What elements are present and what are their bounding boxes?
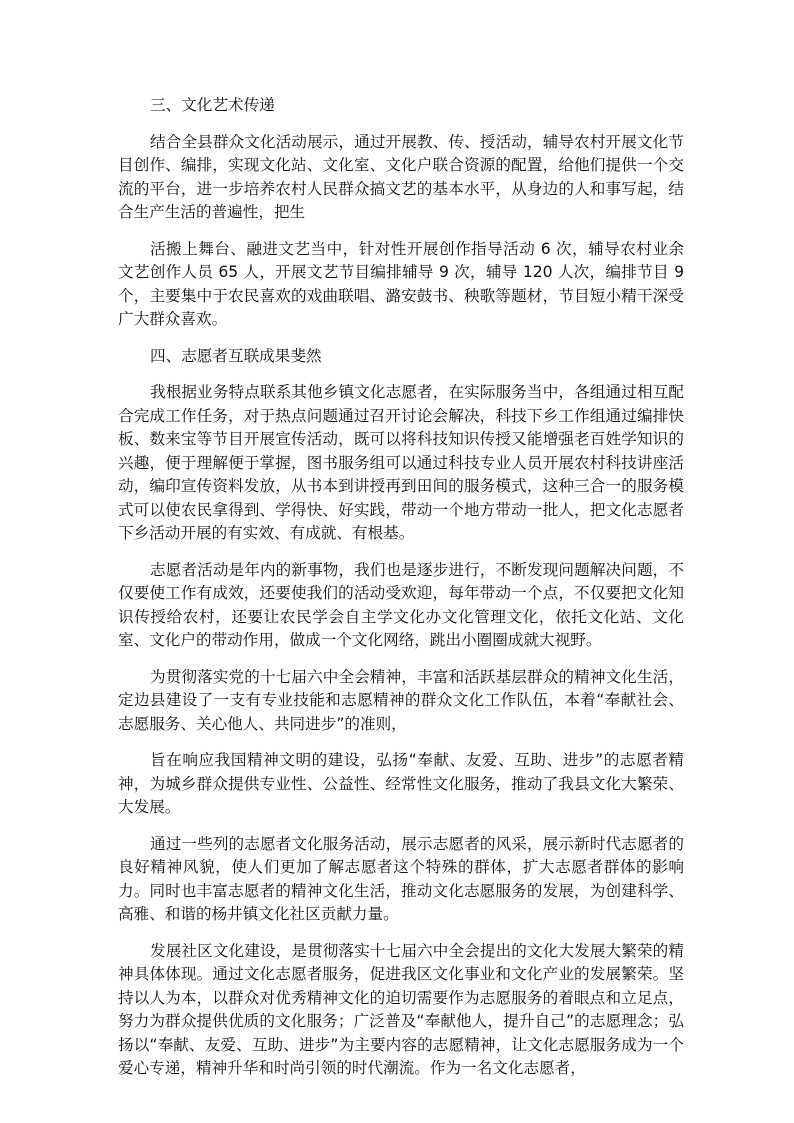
document-page xyxy=(118,94,684,1094)
paragraph: 为贯彻落实党的十七届六中全会精神，丰富和活跃基层群众的精神文化生活，定边县建设了一支有专业技能和志愿精神的群众文化工作队伍，本着“奉献社会、志愿服务、关心他人、共同进步”的准则， xyxy=(118,667,684,733)
paragraph: 我根据业务特点联系其他乡镇文化志愿者，在实际服务当中，各组通过相互配合完成工作任务，对于热点问题通过召开讨论会解决，科技下乡工作组通过编排快板、数来宝等节目开展宣传活动，既可以将科技知识传授又能增强老百姓学知识的兴趣，便于理解便于掌握，图书服务组可以通过科技专业人员开展农村科技讲座活动，编印宣传资料发放，从书本到讲授再到田间的服务模式，这种三合一的服务模式可以使农民拿得到、学得快、好实践，带动一个地方带动一批人，把文化志愿者下乡活动开展的有实效、有成就、有根基。 xyxy=(118,383,684,542)
paragraph: 发展社区文化建设，是贯彻落实十七届六中全会提出的文化大发展大繁荣的精神具体体现。通过文化志愿者服务，促进我区文化事业和文化产业的发展繁荣。坚持以人为本，以群众对优秀精神文化的迫切需要作为志愿服务的着眼点和立足点，努力为群众提供优质的文化服务；广泛普及“奉献他人，提升自己”的志愿理念；弘扬以“奉献、友爱、互助、进步”为主要内容的志愿精神，让文化志愿服务成为一个爱心专递，精神升华和时尚引领的时代潮流。作为一名文化志愿者， xyxy=(118,941,684,1077)
paragraph: 结合全县群众文化活动展示，通过开展教、传、授活动，辅导农村开展文化节目创作、编排，实现文化站、文化室、文化户联合资源的配置，给他们提供一个交流的平台，进一步培养农村人民群众搞文艺的基本水平，从身边的人和事写起，结合生产生活的普遍性，把生 xyxy=(118,132,684,221)
section-heading-4: 四、志愿者互联成果斐然 xyxy=(150,346,322,365)
paragraph: 志愿者活动是年内的新事物，我们也是逐步进行，不断发现问题解决问题，不仅要使工作有成效，还要使我们的活动受欢迎，每年带动一个点，不仅要把文化知识传授给农村，还要让农民学会自主学文化办文化管理文化，依托文化站、文化室、文化户的带动作用，做成一个文化网络，跳出小圈圈成就大视野。 xyxy=(118,560,684,649)
paragraph: 活搬上舞台、融进文艺当中，针对性开展创作指导活动 6 次，辅导农村业余文艺创作人员 65 人，开展文艺节目编排辅导 9 次，辅导 120 人次，编排节目 9 个，主要集中于农民喜欢的戏曲联唱、潞安鼓书、秧歌等题材，节目短小精干深受广大群众喜欢。 xyxy=(118,239,684,328)
paragraph: 旨在响应我国精神文明的建设，弘扬“奉献、友爱、互助、进步”的志愿者精神，为城乡群众提供专业性、公益性、经常性文化服务，推动了我县文化大繁荣、大发展。 xyxy=(118,751,684,816)
paragraph: 通过一些列的志愿者文化服务活动，展示志愿者的风采，展示新时代志愿者的良好精神风貌，使人们更加了解志愿者这个特殊的群体，扩大志愿者群体的影响力。同时也丰富志愿者的精神文化生活，推动文化志愿服务的发展，为创建科学、高雅、和谐的杨井镇文化社区贡献力量。 xyxy=(118,834,684,923)
section-heading-3: 三、文化艺术传递 xyxy=(150,96,275,114)
